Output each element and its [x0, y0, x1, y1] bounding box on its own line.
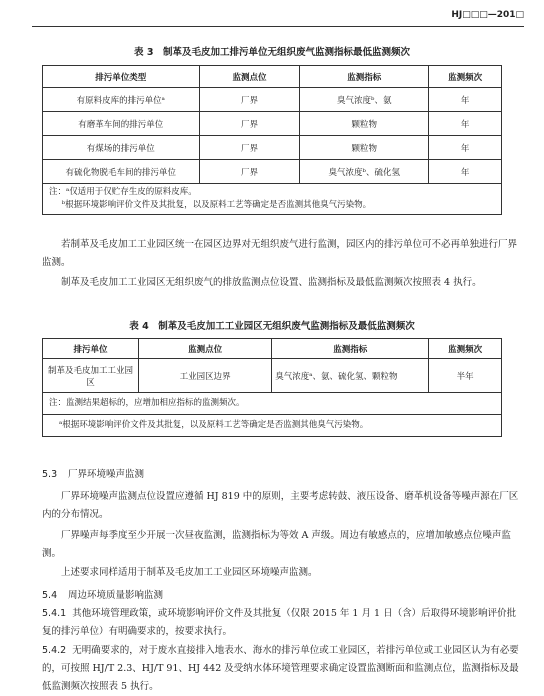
paragraph: 若制革及毛皮加工工业园区统一在园区边界对无组织废气进行监测，园区内的排污单位可不必再单独进行厂界监测。 [42, 239, 518, 268]
clause-text: 无明确要求的，对于废水直接排入地表水、海水的排污单位或工业园区，若排污单位或工业园区认为有必要的，可按照 HJ/T 2.3、HJ/T 91、HJ 442 及受纳水体环境管理要求确定设置监测断面和监测点位，监测指标及最低监测频次按照表 5 执行。 [42, 645, 519, 692]
column-header: 排污单位 [43, 339, 139, 359]
paragraph: 厂界环境噪声监测点位设置应遵循 HJ 819 中的原则，主要考虑转鼓、液压设备、磨革机设备等噪声源在厂区内的分布情况。 [42, 491, 519, 520]
column-header: 监测指标 [272, 339, 429, 359]
table-cell: 有磨革车间的排污单位 [43, 112, 200, 136]
column-header: 监测点位 [138, 339, 271, 359]
table-cell: 年 [429, 136, 502, 160]
table-cell: 臭气浓度ᵇ、硫化氢 [300, 160, 429, 184]
table-cell: 厂界 [199, 160, 300, 184]
table-row [43, 112, 502, 136]
clause [42, 605, 524, 641]
document-code: HJ□□□—201□ [451, 10, 524, 20]
section-number: 5.3 [42, 469, 58, 480]
table4 [42, 338, 502, 437]
table-cell: 有硫化物脱毛车间的排污单位 [43, 160, 200, 184]
table-cell: 厂界 [199, 136, 300, 160]
section-title: 厂界环境噪声监测 [68, 469, 145, 480]
table-cell: 颗粒物 [300, 136, 429, 160]
table-cell: 颗粒物 [300, 112, 429, 136]
table-cell: 制革及毛皮加工工业园区 [43, 359, 139, 393]
clause-number: 5.4.1 [42, 608, 67, 619]
column-header: 监测频次 [429, 339, 502, 359]
table3-caption: 表 3 制革及毛皮加工排污单位无组织废气监测指标最低监测频次 [134, 47, 410, 58]
table-cell: 厂界 [199, 88, 300, 112]
paragraph: 上述要求同样适用于制革及毛皮加工工业园区环境噪声监测。 [61, 567, 318, 578]
table4-caption: 表 4 制革及毛皮加工工业园区无组织废气监测指标及最低监测频次 [129, 321, 415, 332]
note-line: 注：ᵃ仅适用于仅贮存生皮的原料皮库。 [49, 187, 197, 197]
section-title: 周边环境质量影响监测 [68, 590, 164, 601]
note-line: 注：监测结果超标的，应增加相应指标的监测频次。 [43, 393, 502, 415]
table-cell: 半年 [429, 359, 502, 393]
note-line: ᵃ根据环境影响评价文件及其批复，以及原料工艺等确定是否监测其他臭气污染物。 [43, 415, 502, 437]
clause [42, 642, 524, 696]
table-cell: 臭气浓度ᵇ、氨 [300, 88, 429, 112]
clause-number: 5.4.2 [42, 645, 67, 656]
table-row [43, 160, 502, 184]
clause-text: 其他环境管理政策，或环境影响评价文件及其批复（仅限 2015 年 1 月 1 日（含）后取得环境影响评价批复的排污单位）有明确要求的，按要求执行。 [42, 608, 517, 637]
table-cell: 年 [429, 160, 502, 184]
table-cell: 年 [429, 88, 502, 112]
table-cell: 有原料皮库的排污单位ᵃ [43, 88, 200, 112]
paragraph: 制革及毛皮加工工业园区无组织废气的排放监测点位设置、监测指标及最低监测频次按照表 4 执行。 [61, 277, 482, 288]
table3 [42, 65, 502, 215]
note-line: ᵇ根据环境影响评价文件及其批复，以及原料工艺等确定是否监测其他臭气污染物。 [61, 200, 372, 210]
section-heading [42, 587, 163, 601]
table-cell: 工业园区边界 [138, 359, 271, 393]
table-cell: 臭气浓度ᵃ、氨、硫化氢、颗粒物 [272, 359, 429, 393]
table-cell: 年 [429, 112, 502, 136]
table-cell: 有煤场的排污单位 [43, 136, 200, 160]
table-row [43, 136, 502, 160]
column-header: 监测指标 [300, 66, 429, 88]
table-row [43, 88, 502, 112]
column-header: 排污单位类型 [43, 66, 200, 88]
column-header: 监测点位 [199, 66, 300, 88]
column-header: 监测频次 [429, 66, 502, 88]
table-row [43, 359, 502, 393]
section-heading [42, 466, 144, 480]
header-divider [32, 26, 524, 27]
paragraph: 厂界噪声每季度至少开展一次昼夜监测，监测指标为等效 A 声级。周边有敏感点的，应增加敏感点位噪声监测。 [42, 530, 511, 559]
table3-note [43, 184, 502, 215]
table-cell: 厂界 [199, 112, 300, 136]
section-number: 5.4 [42, 590, 58, 601]
